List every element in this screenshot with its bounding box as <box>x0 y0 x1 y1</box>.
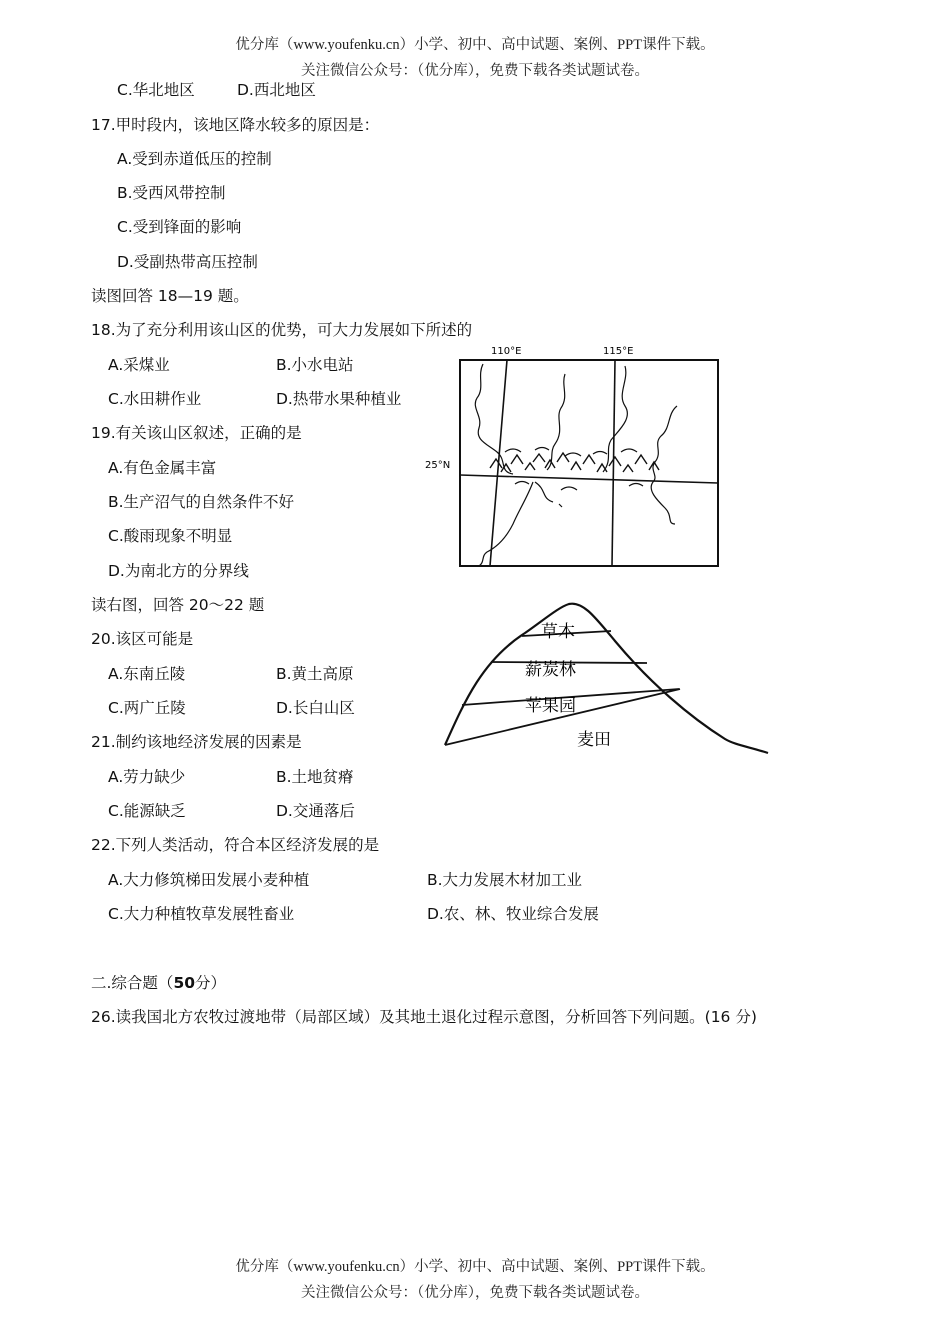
slope-landuse-diagram <box>435 595 780 760</box>
q21-option-d: D.交通落后 <box>276 802 355 820</box>
q22-option-d: D.农、林、牧业综合发展 <box>427 905 599 923</box>
q22-option-c: C.大力种植牧草发展牲畜业 <box>108 905 295 923</box>
q19-option-a: A.有色金属丰富 <box>108 459 217 477</box>
map-coastline-fragment <box>535 482 562 507</box>
map-river-east <box>651 406 677 524</box>
watermark-header-line1: 优分库（www.youfenku.cn）小学、初中、高中试题、案例、PPT课件下载。 <box>235 37 715 53</box>
q21-option-b: B.土地贫瘠 <box>276 768 354 786</box>
q17-option-a: A.受到赤道低压的控制 <box>117 150 272 168</box>
q22-option-a: A.大力修筑梯田发展小麦种植 <box>108 871 310 889</box>
q18-option-d: D.热带水果种植业 <box>276 390 402 408</box>
q18-stem: 18.为了充分利用该山区的优势，可大力发展如下所述的 <box>91 321 473 339</box>
q21-option-c: C.能源缺乏 <box>108 802 186 820</box>
slope-zone-orchard-label: 苹果园 <box>525 696 576 716</box>
q17-option-c: C.受到锋面的影响 <box>117 218 242 236</box>
section2-prefix: 二.综合题（ <box>91 974 174 992</box>
q18-option-c: C.水田耕作业 <box>108 390 202 408</box>
q16-option-d: D.西北地区 <box>237 81 316 99</box>
q22-stem: 22.下列人类活动，符合本区经济发展的是 <box>91 836 380 854</box>
q20-option-a: A.东南丘陵 <box>108 665 186 683</box>
q21-stem: 21.制约该地经济发展的因素是 <box>91 733 302 751</box>
q21-option-a: A.劳力缺少 <box>108 768 186 786</box>
q17-option-b: B.受西风带控制 <box>117 184 226 202</box>
q19-option-c: C.酸雨现象不明显 <box>108 527 233 545</box>
q19-option-b: B.生产沼气的自然条件不好 <box>108 493 295 511</box>
watermark-footer-line1: 优分库（www.youfenku.cn）小学、初中、高中试题、案例、PPT课件下载。 <box>235 1259 715 1275</box>
map-river-west <box>475 364 513 474</box>
map-lon1-label: 110°E <box>491 346 522 357</box>
q18-option-b: B.小水电站 <box>276 356 354 374</box>
q20-stem: 20.该区可能是 <box>91 630 194 648</box>
map-river-south <box>479 482 533 566</box>
slope-zone-wheat-label: 麦田 <box>577 730 611 750</box>
intro-18-19: 读图回答 18—19 题。 <box>91 287 249 305</box>
q17-stem: 17.甲时段内，该地区降水较多的原因是： <box>91 116 380 134</box>
q18-option-a: A.采煤业 <box>108 356 170 374</box>
section2-suffix: 分） <box>195 974 227 992</box>
watermark-footer-line2: 关注微信公众号：（优分库），免费下载各类试题试卷。 <box>301 1285 649 1301</box>
intro-20-22: 读右图，回答 20～22 题 <box>91 596 265 614</box>
q26-stem: 26.读我国北方农牧过渡地带（局部区域）及其地土退化过程示意图，分析回答下列问题。(16 分) <box>91 1008 757 1026</box>
q20-option-b: B.黄土高原 <box>276 665 354 683</box>
slope-zone-grass-label: 草木 <box>541 622 575 642</box>
map-lat-label: 25°N <box>425 460 451 471</box>
mountain-region-map <box>415 340 735 575</box>
map-meridian-115 <box>612 360 615 566</box>
slope-zone-fuelwood-label: 薪炭林 <box>525 660 576 680</box>
section2-score: 50 <box>173 974 196 992</box>
q17-option-d: D.受副热带高压控制 <box>117 253 258 271</box>
map-mountain-range <box>490 453 659 472</box>
map-lon2-label: 115°E <box>603 346 634 357</box>
q16-option-c: C.华北地区 <box>117 81 195 99</box>
q20-option-d: D.长白山区 <box>276 699 355 717</box>
q19-option-d: D.为南北方的分界线 <box>108 562 249 580</box>
map-parallel-25 <box>460 475 718 483</box>
q19-stem: 19.有关该山区叙述，正确的是 <box>91 424 302 442</box>
section2-title <box>91 973 226 993</box>
map-river-north <box>547 374 565 470</box>
q20-option-c: C.两广丘陵 <box>108 699 186 717</box>
watermark-header-line2: 关注微信公众号：（优分库），免费下载各类试题试卷。 <box>301 63 649 79</box>
q22-option-b: B.大力发展木材加工业 <box>427 871 583 889</box>
